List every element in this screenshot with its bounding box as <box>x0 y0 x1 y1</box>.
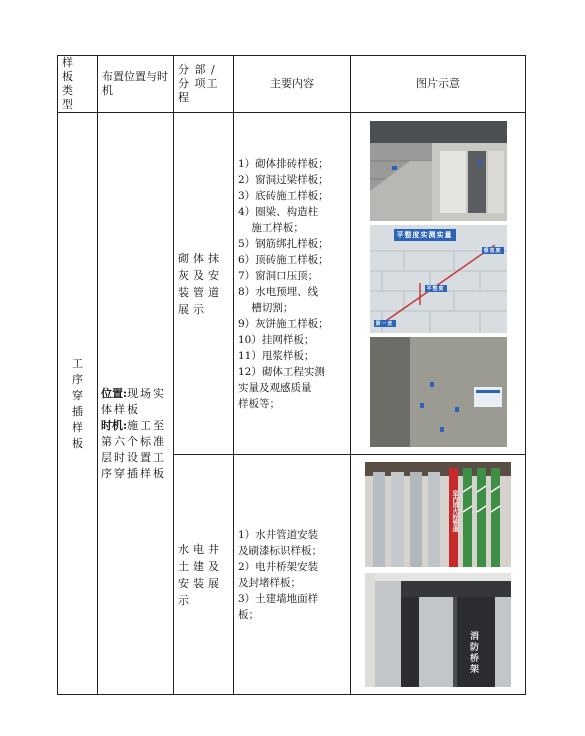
content-item: 及刷漆标识样板； <box>238 544 322 557</box>
pipe-label: 室内消火栓管道 <box>451 490 458 532</box>
content-item: 样板等； <box>238 397 280 410</box>
images-mep-shaft <box>351 455 526 695</box>
type-cell <box>58 113 98 695</box>
photo-tag-flatness: 平整度 <box>426 285 445 292</box>
photo-cable-tray <box>365 573 511 687</box>
content-item: 12）砌体工程实测 <box>238 365 325 378</box>
header-content: 主要内容 <box>234 56 351 113</box>
content-item: 7）窗洞口压顶； <box>238 269 319 282</box>
content-item: 8）水电预埋、线 <box>238 285 319 298</box>
content-masonry <box>234 113 351 455</box>
timing-value: 施工至第六个标准层时设置工序穿插样板 <box>101 418 167 480</box>
header-image: 图片示意 <box>351 56 526 113</box>
content-item: 3）底砖施工样板； <box>238 189 329 202</box>
position-label: 位置: <box>101 386 128 400</box>
photo-tag-verticality: 垂直度 <box>483 247 502 254</box>
photo-plaster-wall <box>370 337 507 447</box>
photo-pipe-shaft <box>365 462 511 567</box>
content-item: 实量及观感质量 <box>238 381 312 394</box>
flatness-label: 平整度实测实量 <box>394 229 456 241</box>
tray-label: 消防桥架 <box>468 631 478 675</box>
row-type-label: 工序穿插样板 <box>72 356 83 450</box>
photo-tag-first-course: 第一皮 <box>375 320 394 327</box>
timing-label: 时机: <box>101 418 128 432</box>
content-item: 2）电井桥架安装 <box>238 560 319 573</box>
header-row <box>58 56 526 113</box>
content-item: 1）砌体排砖样板； <box>238 157 329 170</box>
header-type: 样 板 类 型 <box>58 56 98 113</box>
content-item: 2）窗洞过梁样板； <box>238 173 329 186</box>
part-masonry: 砌体抹灰及安装管道展示 <box>174 113 234 455</box>
part-mep-shaft: 水电井土建及安装展示 <box>174 455 234 695</box>
content-item: 施工样板； <box>238 221 304 234</box>
header-part: 分 部 / 分 项工程 <box>174 56 234 113</box>
position-value: 现场实体样板 <box>101 386 167 416</box>
content-item: 板； <box>238 608 259 621</box>
position-timing-cell <box>98 113 174 695</box>
content-item: 6）顶砖施工样板； <box>238 253 329 266</box>
content-item: 10）挂网样板； <box>238 333 315 346</box>
row-masonry <box>58 113 526 455</box>
header-position: 布置位置与时机 <box>98 56 174 113</box>
content-item: 11）甩浆样板； <box>238 349 315 362</box>
images-masonry <box>351 113 526 455</box>
photo-masonry-layout <box>370 121 507 221</box>
content-mep-shaft <box>234 455 351 695</box>
content-item: 槽切割； <box>238 301 294 314</box>
content-item: 4）圈梁、构造柱 <box>238 205 319 218</box>
content-item: 5）钢筋绑扎样板； <box>238 237 329 250</box>
content-item: 9）灰饼施工样板； <box>238 317 329 330</box>
content-item: 及封堵样板； <box>238 576 301 589</box>
content-item: 1）水井管道安装 <box>238 528 319 541</box>
photo-flatness-measure <box>370 225 507 333</box>
sample-board-table <box>57 55 526 695</box>
content-item: 3）土建墙地面样 <box>238 592 319 605</box>
